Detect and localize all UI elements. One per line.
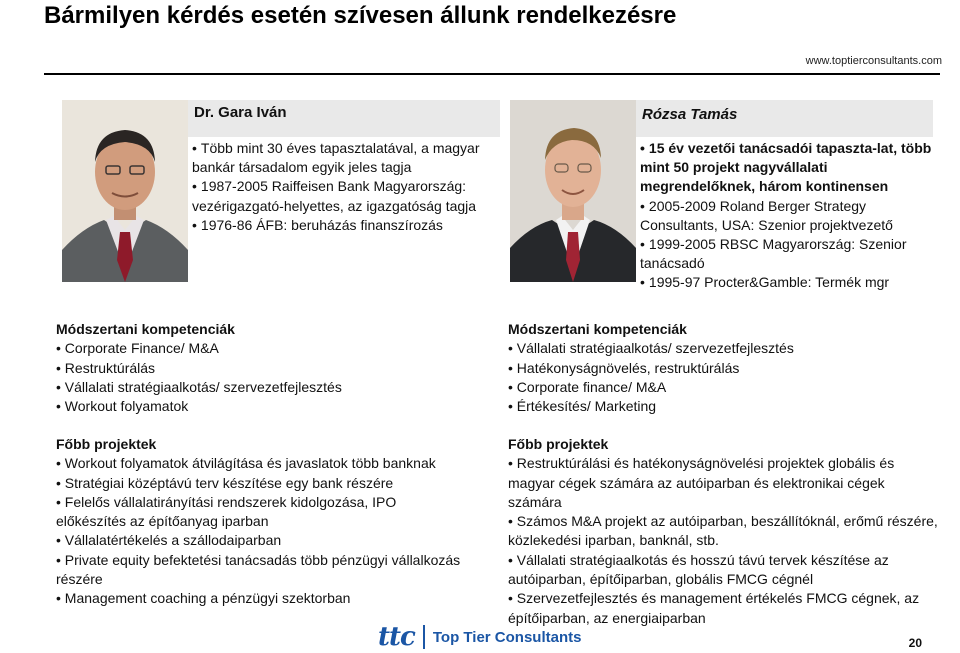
person2-highlights [640,139,932,293]
list-item: • Vállalati stratégiaalkotás és hosszú távú tervek készítése az autóiparban, építőiparban, globális FMCG cégnél [508,551,889,588]
section-heading: Módszertani kompetenciák [508,321,687,337]
portrait-photo-gara-ivan [62,100,188,282]
list-item: • 1976-86 ÁFB: beruházás finanszírozás [192,216,443,233]
ttc-logo-icon: ttc [378,622,415,652]
section-heading: Főbb projektek [56,436,157,452]
list-item: • Corporate finance/ M&A [508,378,667,395]
list-item: • 1995-97 Procter&Gamble: Termék mgr [640,274,890,291]
list-item: • 1999-2005 RBSC Magyarország: Szenior tanácsadó [640,236,907,272]
list-item: • Hatékonyságnövelés, restruktúrálás [508,359,740,376]
list-item: • Workout folyamatok átvilágítása és javaslatok több banknak [56,455,436,472]
section-heading: Módszertani kompetenciák [56,321,235,337]
page-title: Bármilyen kérdés esetén szívesen állunk rendelkezésre [44,2,677,29]
list-item: • 2005-2009 Roland Berger Strategy Consultants, USA: Szenior projektvezető [640,197,893,233]
person2-name: Rózsa Tamás [636,100,933,137]
person1-methods-section [56,320,476,416]
list-item: • Restruktúrálás [56,359,156,376]
list-item: • Értékesítés/ Marketing [508,398,657,415]
person2-methods-section [508,320,928,416]
title-divider [44,73,940,75]
list-item: • Private equity befektetési tanácsadás több pénzügyi vállalkozás részére [56,551,461,588]
logo-divider [423,625,425,649]
company-name: Top Tier Consultants [432,628,582,646]
list-item: • Szervezetfejlesztés és management értékelés FMCG cégnek, az építőiparban, az energiaiparban [508,590,920,626]
list-item: • Vállalati stratégiaalkotás/ szervezetfejlesztés [508,340,794,357]
list-item: • Workout folyamatok [56,398,189,415]
portrait-photo-rozsa-tamas [510,100,636,282]
list-item: • Stratégiai középtávú terv készítése egy bank részére [56,474,394,491]
list-item: • 1987-2005 Raiffeisen Bank Magyarország: vezérigazgató-helyettes, az igazgatóság tagja [192,178,477,214]
list-item: • Számos M&A projekt az autóiparban, beszállítóknál, erőmű részére, közlekedési iparban, banknál, stb. [508,513,938,549]
section-heading: Főbb projektek [508,436,609,452]
list-item: • Corporate Finance/ M&A [56,340,219,357]
list-item: • Vállalati stratégiaalkotás/ szervezetfejlesztés [56,378,342,395]
page-number: 20 [908,636,922,650]
list-item: • Management coaching a pénzügyi szektorban [56,590,351,607]
website-url[interactable]: www.toptierconsultants.com [805,55,942,67]
person1-highlights [192,139,497,235]
person2-projects-section [508,435,938,628]
list-item: • Több mint 30 éves tapasztalatával, a magyar bankár társadalom egyik jeles tagja [192,140,480,176]
list-item: • Vállalatértékelés a szállodaiparban [56,532,282,549]
list-item: • Felelős vállalatirányítási rendszerek kidolgozása, IPO előkészítés az építőanyag iparban [56,493,397,530]
person1-projects-section [56,435,466,609]
list-item: • 15 év vezetői tanácsadói tapaszta-lat, több mint 50 projekt nagyvállalati megrendelőknek, három kontinensen [640,140,932,195]
person1-name: Dr. Gara Iván [188,100,500,137]
company-logo [378,622,581,652]
list-item: • Restruktúrálási és hatékonyságnövelési projektek globális és magyar cégek számára az autóiparban és elektronikai cégek számára [508,455,895,510]
